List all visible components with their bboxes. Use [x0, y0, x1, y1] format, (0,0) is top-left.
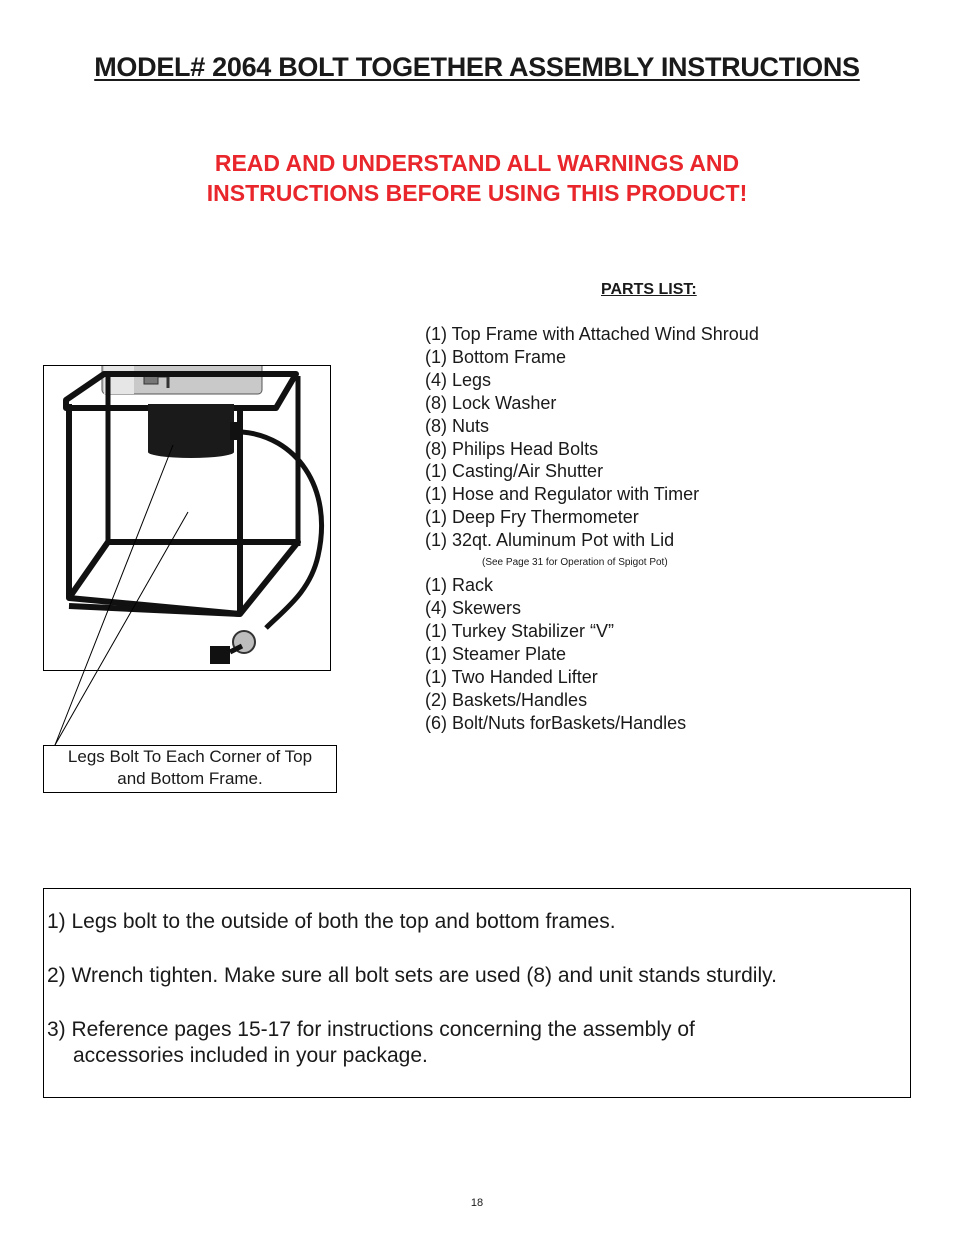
- step-1: 1) Legs bolt to the outside of both the top and bottom frames.: [47, 910, 616, 933]
- part-item: (1) Rack: [425, 575, 494, 596]
- part-item: (1) Top Frame with Attached Wind Shroud: [425, 324, 759, 344]
- part-item: (1) Turkey Stabilizer “V”: [425, 620, 615, 641]
- part-item: (4) Skewers: [425, 597, 522, 618]
- assembly-steps: [43, 888, 911, 1098]
- part-item: (1) Steamer Plate: [425, 643, 567, 664]
- fryer-stand-illustration: [43, 365, 331, 671]
- caption-line-1: Legs Bolt To Each Corner of Top: [67, 747, 313, 766]
- warning-notice: [0, 148, 954, 208]
- step-2: 2) Wrench tighten. Make sure all bolt sets are used (8) and unit stands sturdily.: [47, 964, 777, 987]
- page-title-text: MODEL# 2064 BOLT TOGETHER ASSEMBLY INSTRUCTIONS: [94, 52, 860, 82]
- part-item: (8) Philips Head Bolts: [425, 438, 599, 459]
- part-item: (1) Deep Fry Thermometer: [425, 507, 639, 528]
- caption-line-2: and Bottom Frame.: [117, 769, 263, 788]
- step-3-continued: accessories included in your package.: [73, 1044, 428, 1067]
- part-item: (2) Baskets/Handles: [425, 689, 588, 710]
- part-item: (1) Bottom Frame: [425, 346, 567, 367]
- part-item: (8) Nuts: [425, 415, 490, 436]
- page-number: 18: [470, 1197, 484, 1209]
- warning-line-2: INSTRUCTIONS BEFORE USING THIS PRODUCT!: [206, 180, 748, 206]
- part-item: (1) 32qt. Aluminum Pot with Lid: [425, 530, 675, 551]
- parts-list: [425, 323, 759, 734]
- part-item: (4) Legs: [425, 369, 492, 390]
- part-item: (8) Lock Washer: [425, 392, 557, 413]
- part-item: (1) Casting/Air Shutter: [425, 461, 604, 482]
- figure-caption: [43, 745, 337, 793]
- warning-line-1: READ AND UNDERSTAND ALL WARNINGS AND: [214, 150, 740, 176]
- part-item: (6) Bolt/Nuts forBaskets/Handles: [425, 712, 687, 733]
- fryer-stand-drawing: [44, 366, 330, 670]
- step-3: 3) Reference pages 15-17 for instructions concerning the assembly of: [47, 1018, 695, 1041]
- part-note: (See Page 31 for Operation of Spigot Pot): [482, 557, 668, 569]
- part-item: (1) Hose and Regulator with Timer: [425, 484, 700, 505]
- page-title: [0, 52, 954, 83]
- part-item: (1) Two Handed Lifter: [425, 666, 598, 687]
- parts-list-heading: PARTS LIST:: [601, 281, 697, 298]
